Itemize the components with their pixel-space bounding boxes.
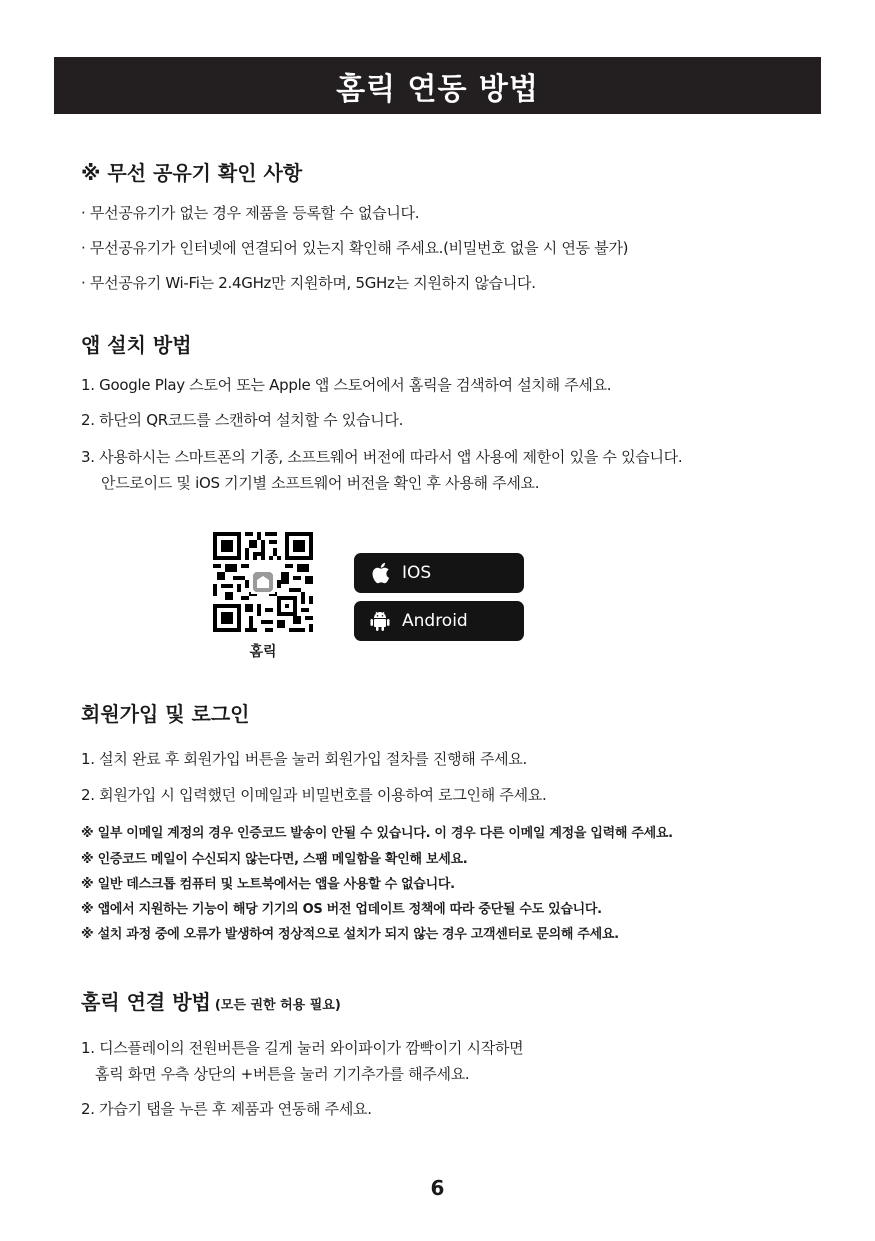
- install-heading: 앱 설치 방법: [81, 333, 192, 357]
- install-item: 3. 사용하시는 스마트폰의 기종, 소프트웨어 버전에 따라서 앱 사용에 제한이 있을 수 있습니다.: [81, 448, 683, 466]
- apple-icon: [368, 561, 392, 585]
- connect-subheading: (모든 권한 허용 필요): [214, 998, 341, 1013]
- connect-heading: [81, 986, 341, 1015]
- install-item: 1. Google Play 스토어 또는 Apple 앱 스토어에서 홈릭을 검색하여 설치해 주세요.: [81, 376, 612, 394]
- android-download-button[interactable]: [354, 601, 524, 641]
- page-number: 6: [430, 1176, 445, 1200]
- router-item: · 무선공유기가 없는 경우 제품을 등록할 수 없습니다.: [81, 204, 420, 222]
- page-title-bar: [54, 57, 821, 114]
- signup-note: ※ 일부 이메일 계정의 경우 인증코드 발송이 안될 수 있습니다. 이 경우 다른 이메일 계정을 입력해 주세요.: [81, 826, 673, 841]
- android-icon: [368, 609, 392, 633]
- install-item: 2. 하단의 QR코드를 스캔하여 설치할 수 있습니다.: [81, 411, 404, 429]
- signup-note: ※ 일반 데스크톱 컴퓨터 및 노트북에서는 앱을 사용할 수 없습니다.: [81, 877, 455, 892]
- signup-item: 1. 설치 완료 후 회원가입 버튼을 눌러 회원가입 절차를 진행해 주세요.: [81, 750, 527, 768]
- signup-heading: 회원가입 및 로그인: [81, 702, 250, 726]
- signup-item: 2. 회원가입 시 입력했던 이메일과 비밀번호를 이용하여 로그인해 주세요.: [81, 786, 547, 804]
- qr-label: 홈릭: [249, 644, 277, 660]
- ios-download-button[interactable]: [354, 553, 524, 593]
- android-label: Android: [402, 611, 468, 631]
- signup-note: ※ 앱에서 지원하는 기능이 해당 기기의 OS 버전 업데이트 정책에 따라 중단될 수도 있습니다.: [81, 902, 602, 917]
- page-title: 홈릭 연동 방법: [336, 71, 539, 107]
- connect-item: 2. 가습기 탭을 누른 후 제품과 연동해 주세요.: [81, 1100, 372, 1118]
- router-item: · 무선공유기가 인터넷에 연결되어 있는지 확인해 주세요.(비밀번호 없을 시 연동 불가): [81, 239, 629, 257]
- connect-item: 1. 디스플레이의 전원버튼을 길게 눌러 와이파이가 깜빡이기 시작하면: [81, 1039, 524, 1057]
- install-item-continued: 안드로이드 및 iOS 기기별 소프트웨어 버전을 확인 후 사용해 주세요.: [101, 474, 540, 492]
- connect-heading-text: 홈릭 연결 방법: [81, 990, 211, 1014]
- app-qr-code[interactable]: [213, 532, 313, 632]
- signup-note: ※ 설치 과정 중에 오류가 발생하여 정상적으로 설치가 되지 않는 경우 고객센터로 문의해 주세요.: [81, 927, 619, 942]
- connect-item-continued: 홈릭 화면 우측 상단의 +버튼을 눌러 기기추가를 해주세요.: [95, 1065, 470, 1083]
- router-heading: ※ 무선 공유기 확인 사항: [81, 161, 303, 185]
- ios-label: IOS: [402, 563, 432, 583]
- signup-note: ※ 인증코드 메일이 수신되지 않는다면, 스팸 메일함을 확인해 보세요.: [81, 852, 468, 867]
- router-item: · 무선공유기 Wi-Fi는 2.4GHz만 지원하며, 5GHz는 지원하지 않습니다.: [81, 274, 536, 292]
